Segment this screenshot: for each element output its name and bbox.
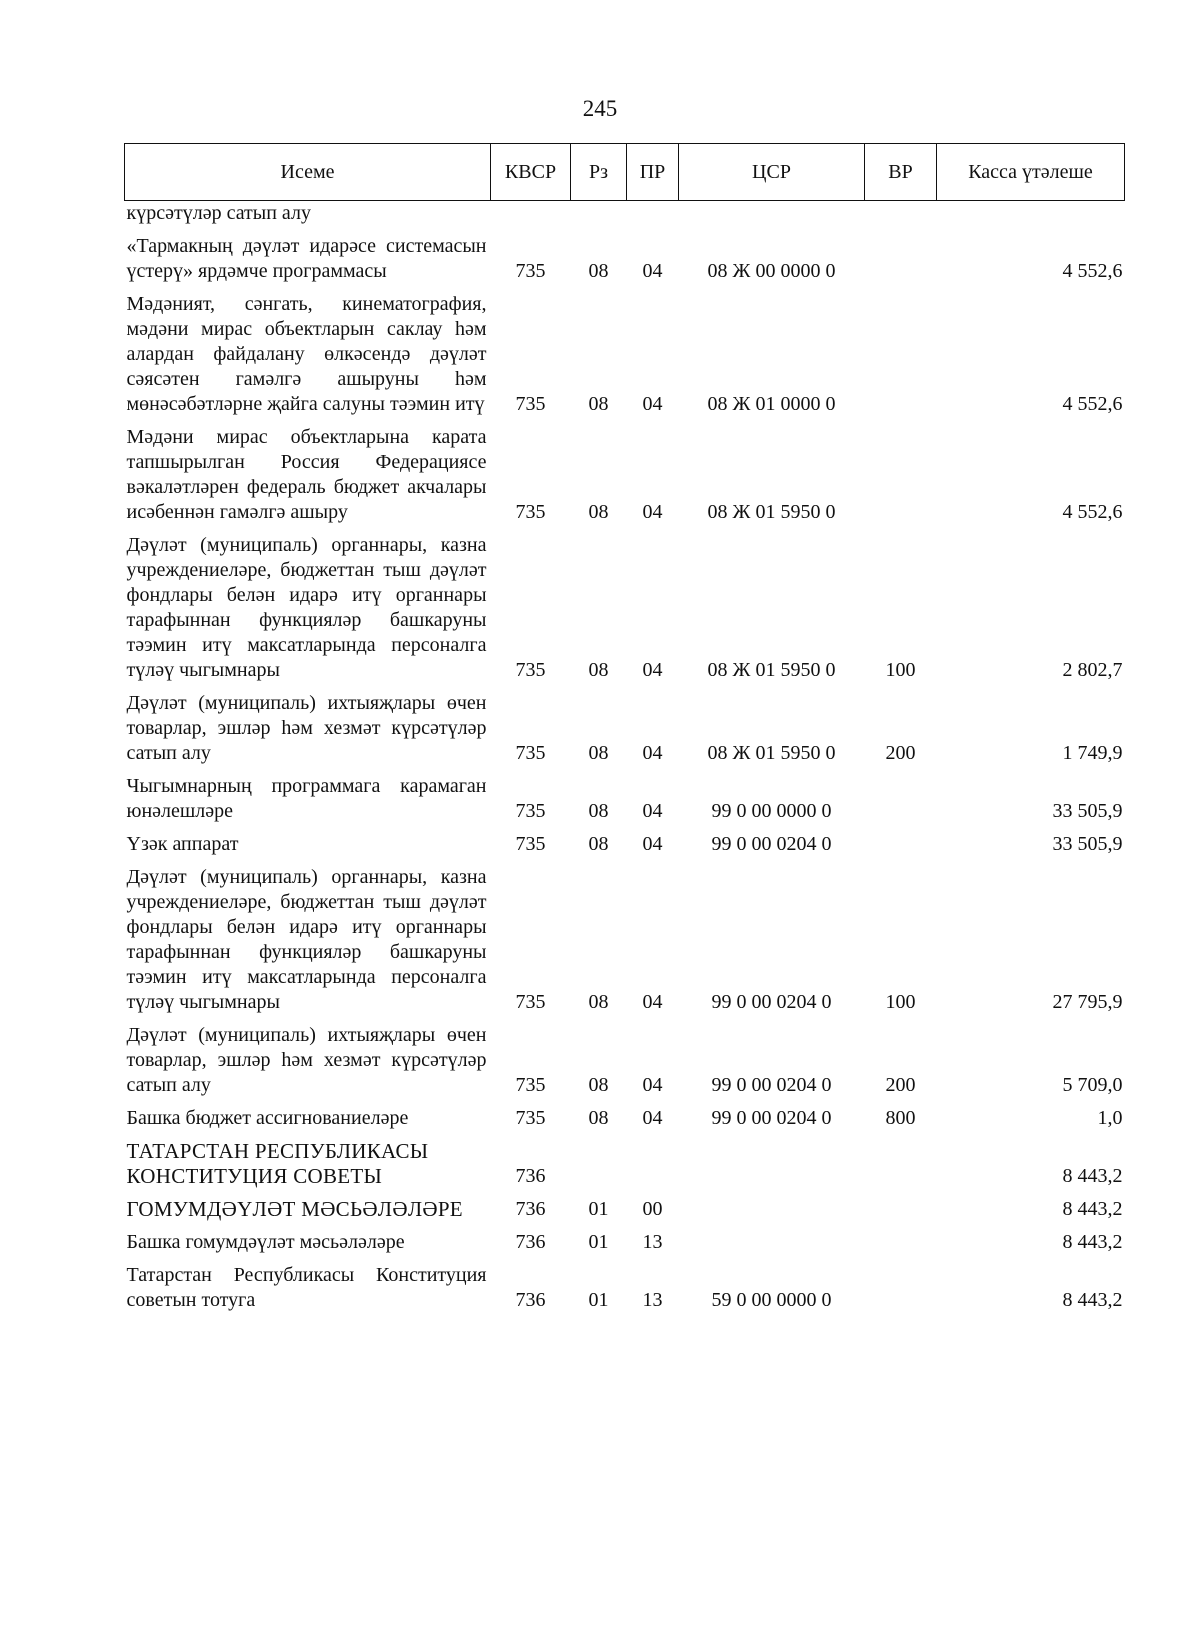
cell-rz: 08 [588, 1074, 609, 1096]
cell-kvsr: 736 [515, 1198, 546, 1220]
cell-csr: 59 0 00 0000 0 [711, 1289, 832, 1311]
cell-rz [571, 1131, 627, 1189]
cell-vr [865, 284, 937, 417]
table-row [125, 1222, 1125, 1255]
table-row [125, 857, 1125, 1015]
cell-kvsr: 735 [515, 393, 546, 415]
cell-rz: 01 [588, 1289, 609, 1311]
cell-kassa: 8 443,2 [1062, 1198, 1123, 1220]
table-row [125, 1189, 1125, 1222]
table-row [125, 284, 1125, 417]
table-row [125, 1015, 1125, 1098]
table-row [125, 525, 1125, 683]
cell-vr [865, 1222, 937, 1255]
column-header-rz: Рз [571, 144, 627, 201]
cell-kassa: 4 552,6 [1062, 393, 1123, 415]
cell-pr: 04 [642, 393, 663, 415]
page-number: 245 [582, 96, 618, 121]
cell-kassa: 8 443,2 [1062, 1231, 1123, 1253]
cell-rz: 08 [588, 1107, 609, 1129]
cell-csr [679, 1222, 865, 1255]
cell-vr [865, 766, 937, 824]
column-header-name: Исеме [125, 144, 491, 201]
table-row [125, 683, 1125, 766]
column-header-pr: ПР [627, 144, 679, 201]
cell-kassa [937, 201, 1125, 227]
cell-name: Башка гомумдәүләт мәсьәләләре [126, 1231, 405, 1253]
cell-rz: 01 [588, 1231, 609, 1253]
cell-name: Дәүләт (муниципаль) органнары, казна учреждениеләре, бюджеттан тыш дәүләт фондлары белән идарә итү органнары тарафыннан функцияләр башкаруны тәэмин итү максатларында персоналга түләү чыгымнары [126, 534, 487, 681]
cell-kvsr: 735 [515, 800, 546, 822]
column-header-kvsr: КВСР [491, 144, 571, 201]
cell-vr: 100 [885, 659, 916, 681]
budget-table [124, 143, 1125, 1313]
cell-kvsr: 735 [515, 501, 546, 523]
cell-name: Татарстан Республикасы Конституция советын тотуга [126, 1264, 487, 1311]
cell-name: «Тармакның дәүләт идарәсе системасын үстерү» ярдәмче программасы [126, 235, 487, 282]
cell-rz: 08 [588, 833, 609, 855]
cell-kassa: 1 749,9 [1062, 742, 1123, 764]
table-row [125, 1255, 1125, 1313]
cell-kvsr: 736 [515, 1231, 546, 1253]
cell-rz: 08 [588, 393, 609, 415]
cell-kvsr [491, 201, 571, 227]
cell-pr [627, 201, 679, 227]
cell-kassa: 5 709,0 [1062, 1074, 1123, 1096]
cell-kassa: 4 552,6 [1062, 501, 1123, 523]
table-row [125, 226, 1125, 284]
cell-csr [679, 201, 865, 227]
cell-name: Башка бюджет ассигнованиеләре [126, 1107, 409, 1129]
cell-vr: 800 [885, 1107, 916, 1129]
cell-csr: 08 Ж 00 0000 0 [707, 260, 836, 282]
cell-pr: 04 [642, 260, 663, 282]
cell-name: Дәүләт (муниципаль) ихтыяҗлары өчен товарлар, эшләр һәм хезмәт күрсәтүләр сатып алу [126, 692, 487, 764]
table-row [125, 1131, 1125, 1189]
cell-kvsr: 735 [515, 659, 546, 681]
cell-pr: 00 [642, 1198, 663, 1220]
cell-kassa: 33 505,9 [1052, 800, 1123, 822]
cell-rz: 08 [588, 742, 609, 764]
cell-csr: 99 0 00 0000 0 [711, 800, 832, 822]
table-row [125, 824, 1125, 857]
cell-vr: 200 [885, 742, 916, 764]
cell-kassa: 4 552,6 [1062, 260, 1123, 282]
cell-kvsr: 735 [515, 833, 546, 855]
cell-kassa: 8 443,2 [1062, 1289, 1123, 1311]
cell-csr: 08 Ж 01 0000 0 [707, 393, 836, 415]
cell-vr [865, 417, 937, 525]
cell-kvsr: 735 [515, 1107, 546, 1129]
cell-pr: 04 [642, 1074, 663, 1096]
cell-rz: 08 [588, 659, 609, 681]
table-row [125, 417, 1125, 525]
table-row [125, 766, 1125, 824]
cell-kassa: 2 802,7 [1062, 659, 1123, 681]
cell-name: Дәүләт (муниципаль) ихтыяҗлары өчен товарлар, эшләр һәм хезмәт күрсәтүләр сатып алу [126, 1024, 487, 1096]
cell-rz: 08 [588, 800, 609, 822]
cell-csr: 99 0 00 0204 0 [711, 1074, 832, 1096]
cell-pr: 04 [642, 659, 663, 681]
cell-csr: 99 0 00 0204 0 [711, 833, 832, 855]
cell-kvsr: 735 [515, 991, 546, 1013]
table-row [125, 1098, 1125, 1131]
cell-rz: 08 [588, 260, 609, 282]
cell-vr [865, 201, 937, 227]
cell-name: ТАТАРСТАН РЕСПУБЛИКАСЫ КОНСТИТУЦИЯ СОВЕТЫ [126, 1139, 429, 1188]
cell-kassa: 8 443,2 [1062, 1165, 1123, 1187]
cell-pr [627, 1131, 679, 1189]
cell-name: күрсәтүләр сатып алу [126, 202, 311, 224]
cell-rz [571, 201, 627, 227]
cell-pr: 13 [642, 1289, 663, 1311]
cell-vr [865, 824, 937, 857]
cell-kvsr: 736 [515, 1289, 546, 1311]
cell-vr [865, 1255, 937, 1313]
cell-name: ГОМУМДӘҮЛӘТ МӘСЬӘЛӘЛӘРЕ [126, 1197, 463, 1221]
cell-name: Үзәк аппарат [126, 833, 239, 855]
table-row [125, 201, 1125, 227]
cell-pr: 04 [642, 1107, 663, 1129]
cell-kassa: 33 505,9 [1052, 833, 1123, 855]
cell-csr: 99 0 00 0204 0 [711, 991, 832, 1013]
column-header-csr: ЦСР [679, 144, 865, 201]
cell-kvsr: 736 [515, 1165, 546, 1187]
cell-csr: 08 Ж 01 5950 0 [707, 742, 836, 764]
table-body [125, 201, 1125, 1314]
column-header-vr: ВР [865, 144, 937, 201]
cell-rz: 08 [588, 501, 609, 523]
cell-csr: 08 Ж 01 5950 0 [707, 659, 836, 681]
cell-pr: 04 [642, 833, 663, 855]
cell-name: Мәдәният, сәнгать, кинематография, мәдәни мирас объектларын саклау һәм алардан файдалану өлкәсендә дәүләт сәясәтен гамәлгә ашыруны һәм мөнәсәбәтләрне җайга салуны тәэмин итү [126, 293, 487, 415]
cell-kassa: 1,0 [1097, 1107, 1123, 1129]
cell-csr [679, 1189, 865, 1222]
cell-csr: 08 Ж 01 5950 0 [707, 501, 836, 523]
cell-pr: 04 [642, 800, 663, 822]
cell-kvsr: 735 [515, 260, 546, 282]
cell-pr: 04 [642, 991, 663, 1013]
cell-pr: 04 [642, 501, 663, 523]
cell-pr: 13 [642, 1231, 663, 1253]
cell-vr [865, 226, 937, 284]
cell-kassa: 27 795,9 [1052, 991, 1123, 1013]
cell-name: Дәүләт (муниципаль) органнары, казна учреждениеләре, бюджеттан тыш дәүләт фондлары белән идарә итү органнары тарафыннан функцияләр башкаруны тәэмин итү максатларында персоналга түләү чыгымнары [126, 866, 487, 1013]
cell-csr [679, 1131, 865, 1189]
cell-csr: 99 0 00 0204 0 [711, 1107, 832, 1129]
table-header [125, 144, 1125, 201]
cell-vr: 200 [885, 1074, 916, 1096]
cell-rz: 08 [588, 991, 609, 1013]
cell-vr [865, 1131, 937, 1189]
cell-pr: 04 [642, 742, 663, 764]
cell-kvsr: 735 [515, 742, 546, 764]
cell-rz: 01 [588, 1198, 609, 1220]
cell-vr [865, 1189, 937, 1222]
cell-vr: 100 [885, 991, 916, 1013]
cell-name: Чыгымнарның программага карамаган юнәлешләре [126, 775, 487, 822]
column-header-kassa: Касса үтәлеше [937, 144, 1125, 201]
cell-kvsr: 735 [515, 1074, 546, 1096]
cell-name: Мәдәни мирас объектларына карата тапшырылган Россия Федерациясе вәкаләтләрен федераль бюджет акчалары исәбеннән гамәлгә ашыру [126, 426, 487, 523]
